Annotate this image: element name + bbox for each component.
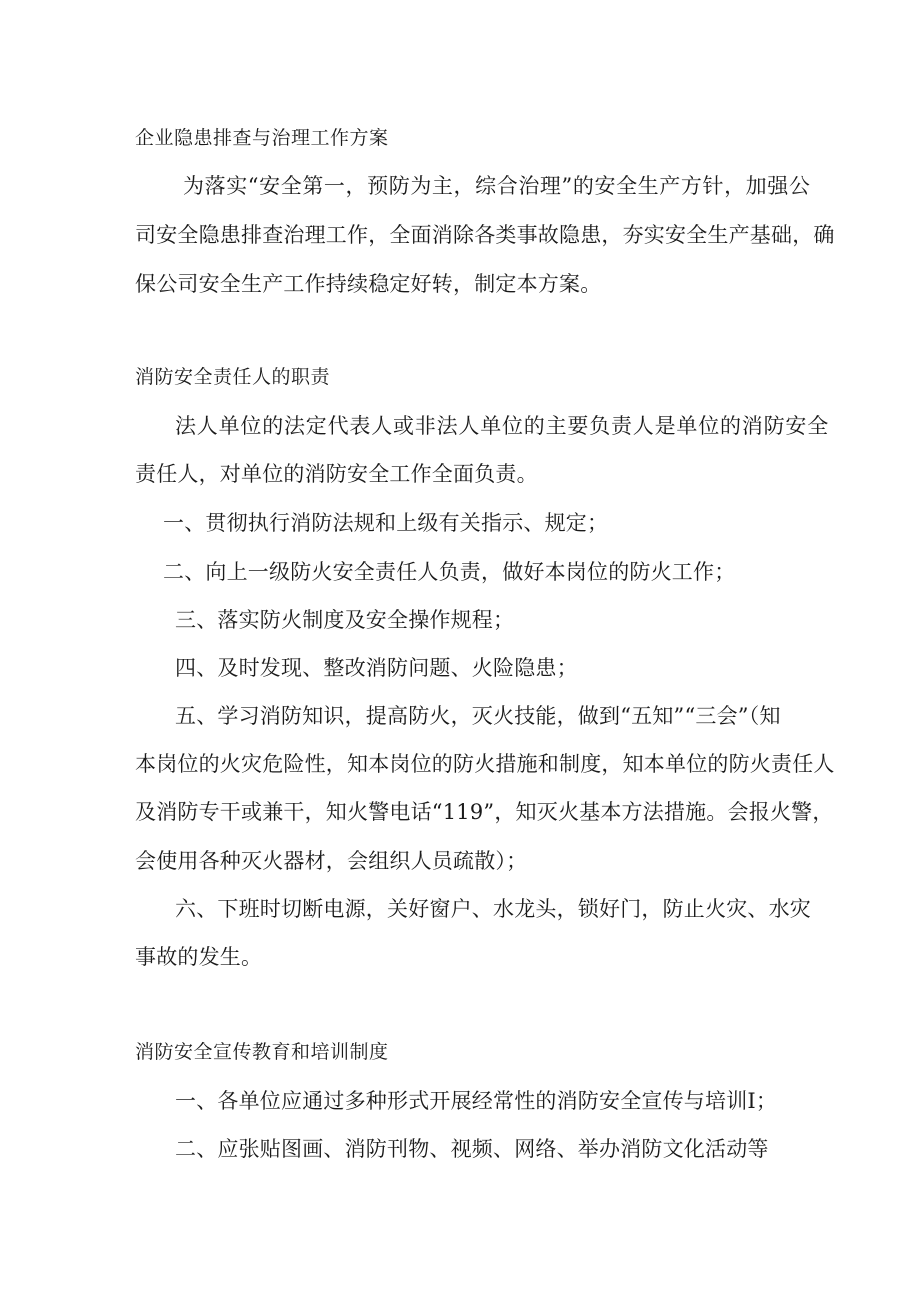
intro-line-1: 为落实“安全第一，预防为主，综合治理”的安全生产方针，加强公 xyxy=(183,174,811,198)
list-item-5-line-2: 本岗位的火灾危险性，知本岗位的防火措施和制度，知本单位的防火责任人 xyxy=(135,752,835,776)
list-item: 三、落实防火制度及安全操作规程； xyxy=(175,608,515,632)
section1-para-line-1: 法人单位的法定代表人或非法人单位的主要负责人是单位的消防安全 xyxy=(175,414,829,438)
list-item-6-line-2: 事故的发生。 xyxy=(135,945,263,969)
list-item-5-line-4: 会使用各种灭火器材，会组织人员疏散）； xyxy=(135,849,528,873)
section-heading-fire-training: 消防安全宣传教育和培训制度 xyxy=(135,1041,389,1063)
list-item: 二、向上一级防火安全责任人负责，做好本岗位的防火工作； xyxy=(163,560,736,584)
section-heading-fire-responsible: 消防安全责任人的职责 xyxy=(135,366,331,388)
list-item-6-line-1: 六、下班时切断电源，关好窗户、水龙头，锁好门，防止火灾、水灾 xyxy=(175,897,811,921)
list-item: 四、及时发现、整改消防问题、火险隐患； xyxy=(175,656,578,680)
intro-line-3: 保公司安全生产工作持续稳定好转，制定本方案。 xyxy=(135,272,602,296)
list-item-5-line-1: 五、学习消防知识，提高防火，灭火技能，做到“五知”“三会”（知 xyxy=(175,704,781,728)
section1-para-line-2: 责任人，对单位的消防安全工作全面负责。 xyxy=(135,462,538,486)
list-item: 一、各单位应通过多种形式开展经常性的消防安全宣传与培训I； xyxy=(175,1089,778,1113)
intro-line-2: 司安全隐患排查治理工作，全面消除各类事故隐患，夯实安全生产基础，确 xyxy=(135,223,835,247)
document-title: 企业隐患排查与治理工作方案 xyxy=(135,127,389,149)
list-item: 二、应张贴图画、消防刊物、视频、网络、举办消防文化活动等 xyxy=(175,1137,769,1161)
list-item: 一、贯彻执行消防法规和上级有关指示、规定； xyxy=(163,511,609,535)
list-item-5-line-3: 及消防专干或兼干，知火警电话“119”，知灭火基本方法措施。会报火警， xyxy=(135,800,834,824)
